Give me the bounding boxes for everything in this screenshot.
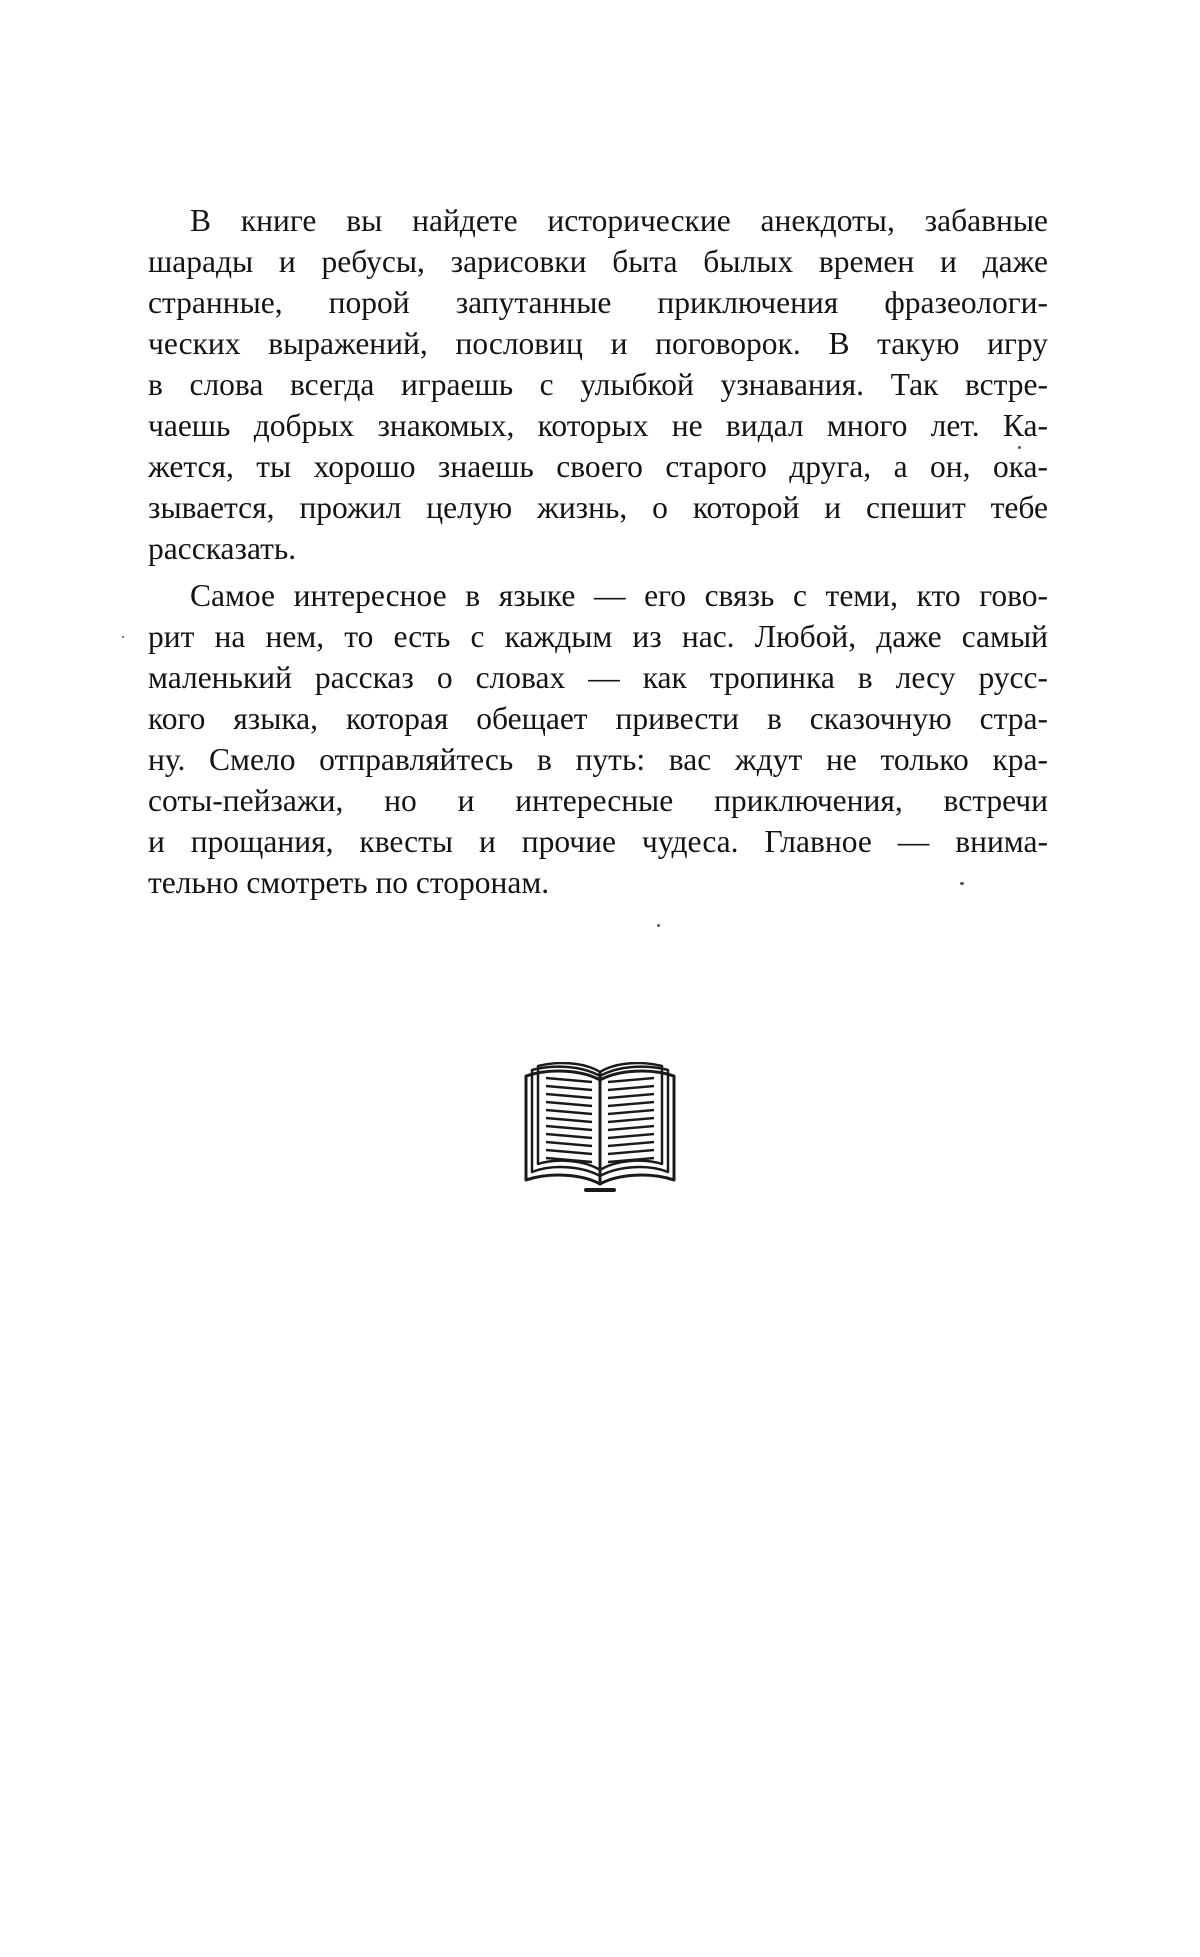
paragraph-1 — [148, 200, 1048, 569]
scan-speck — [657, 924, 660, 927]
text-line: рит на нем, то есть с каждым из нас. Любой, даже самый — [148, 619, 1048, 654]
text-line: ну. Смело отправляйтесь в путь: вас ждут не только кра- — [148, 742, 1048, 777]
body-text — [148, 200, 1048, 903]
text-line: шарады и ребусы, зарисовки быта былых времен и даже — [148, 244, 1048, 279]
scan-speck — [122, 636, 124, 638]
text-line: чаешь добрых знакомых, которых не видал много лет. Ка- — [148, 408, 1048, 443]
text-line: в слова всегда играешь с улыбкой узнавания. Так встре- — [148, 367, 1048, 402]
text-line: ческих выражений, пословиц и поговорок. В такую игру — [148, 326, 1048, 361]
open-book-icon — [520, 1062, 680, 1202]
scan-speck — [1018, 446, 1021, 449]
text-line: и прощания, квесты и прочие чудеса. Главное — внима- — [148, 824, 1048, 859]
text-line: В книге вы найдете исторические анекдоты, забавные — [190, 203, 1048, 238]
text-line: Самое интересное в языке — его связь с теми, кто гово- — [190, 578, 1048, 613]
scan-speck — [960, 882, 964, 885]
text-line: маленький рассказ о словах — как тропинка в лесу русс- — [148, 660, 1048, 695]
text-line: зывается, прожил целую жизнь, о которой и спешит тебе — [148, 490, 1048, 525]
text-line: соты-пейзажи, но и интересные приключения, встречи — [148, 783, 1048, 818]
paragraph-2 — [148, 575, 1048, 903]
text-line: тельно смотреть по сторонам. — [148, 865, 550, 900]
text-line: жется, ты хорошо знаешь своего старого друга, а он, ока- — [148, 449, 1048, 484]
text-line: рассказать. — [148, 531, 297, 566]
text-line: кого языка, которая обещает привести в сказочную стра- — [148, 701, 1048, 736]
text-line: странные, порой запутанные приключения фразеологи- — [148, 285, 1048, 320]
